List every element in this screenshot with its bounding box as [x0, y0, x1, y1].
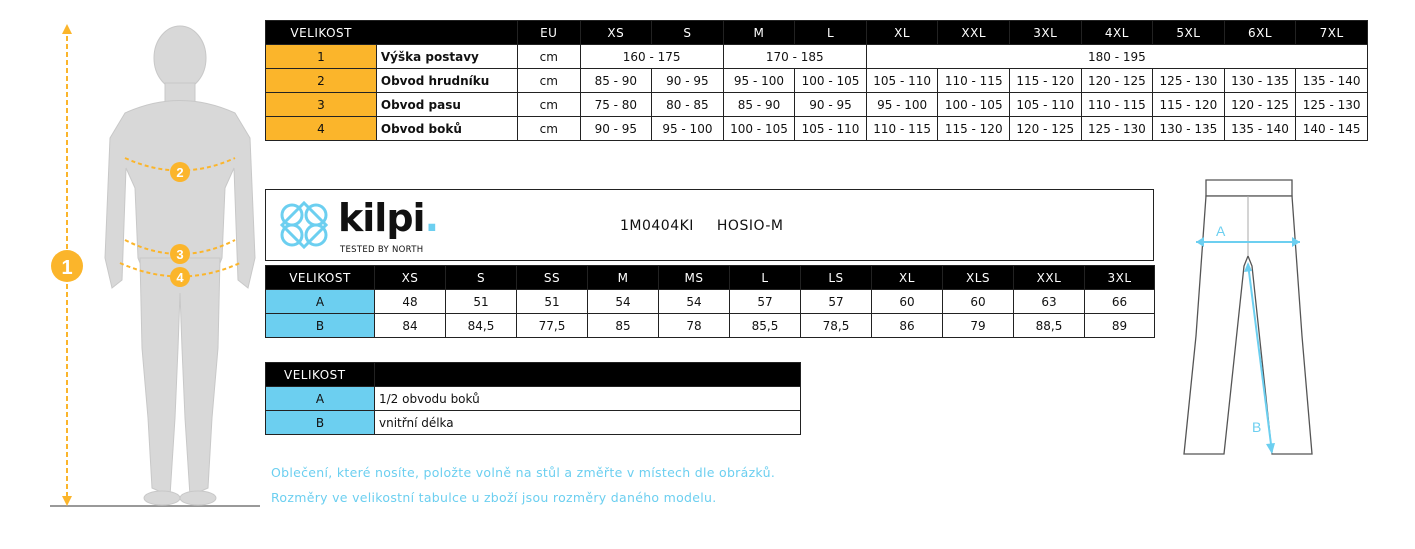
row-label: Obvod hrudníku: [376, 69, 517, 93]
table-cell: 57: [730, 290, 801, 314]
header-size: L: [730, 266, 801, 290]
table-cell: 90 - 95: [652, 69, 724, 93]
row-number: 2: [266, 69, 377, 93]
note-line-2: Rozměry ve velikostní tabulce u zboží jsou rozměry daného modelu.: [271, 490, 717, 505]
table-cell: 170 - 185: [723, 45, 866, 69]
header-size: 3XL: [1010, 21, 1082, 45]
table-cell: 130 - 135: [1224, 69, 1296, 93]
table-cell: 100 - 105: [795, 69, 867, 93]
table-cell: 125 - 130: [1153, 69, 1225, 93]
table-cell: 88,5: [1014, 314, 1085, 338]
header-size: L: [795, 21, 867, 45]
header-size: 5XL: [1153, 21, 1225, 45]
header-velikost: VELIKOST: [266, 21, 377, 45]
table-cell: 85,5: [730, 314, 801, 338]
table-cell: 130 - 135: [1153, 117, 1225, 141]
table-cell: 120 - 125: [1010, 117, 1082, 141]
table-cell: 85 - 90: [723, 93, 795, 117]
header-size: XL: [872, 266, 943, 290]
row-unit: cm: [518, 117, 581, 141]
table-cell: 180 - 195: [866, 45, 1367, 69]
header-velikost: VELIKOST: [266, 363, 375, 387]
table-cell: 115 - 120: [1010, 69, 1082, 93]
table-cell: 105 - 110: [1010, 93, 1082, 117]
marker-3-text: 3: [176, 247, 184, 262]
header-size: 7XL: [1296, 21, 1368, 45]
table-cell: 89: [1085, 314, 1155, 338]
table-cell: 140 - 145: [1296, 117, 1368, 141]
table-row: [266, 411, 801, 435]
model-code: 1M0404KI: [620, 218, 694, 234]
table-cell: 115 - 120: [938, 117, 1010, 141]
header-size: XS: [580, 21, 652, 45]
row-label: Výška postavy: [376, 45, 517, 69]
table-cell: 75 - 80: [580, 93, 652, 117]
table-cell: 95 - 100: [866, 93, 938, 117]
table-cell: 135 - 140: [1296, 69, 1368, 93]
header-size: M: [588, 266, 659, 290]
row-label: Obvod boků: [376, 117, 517, 141]
header-size: XXL: [938, 21, 1010, 45]
row-label: A: [266, 387, 375, 411]
marker-4-text: 4: [176, 270, 184, 285]
table-cell: 80 - 85: [652, 93, 724, 117]
marker-2-text: 2: [176, 165, 184, 180]
table-cell: 85: [588, 314, 659, 338]
size-chart-table: [265, 20, 1368, 141]
note-line-1: Oblečení, které nosíte, položte volně na stůl a změřte v místech dle obrázků.: [271, 465, 776, 480]
table-cell: 78,5: [801, 314, 872, 338]
header-velikost: VELIKOST: [266, 266, 375, 290]
row-unit: cm: [518, 45, 581, 69]
size-chart-header-row: [266, 21, 1368, 45]
header-size: XLS: [943, 266, 1014, 290]
table-row: [266, 93, 1368, 117]
table-cell: 120 - 125: [1081, 69, 1153, 93]
legend-text: vnitřní délka: [375, 411, 801, 435]
table-cell: 95 - 100: [723, 69, 795, 93]
row-label: Obvod pasu: [376, 93, 517, 117]
row-number: 3: [266, 93, 377, 117]
table-cell: 60: [872, 290, 943, 314]
header-size: LS: [801, 266, 872, 290]
table-cell: 84,5: [446, 314, 517, 338]
table-cell: 57: [801, 290, 872, 314]
header-size: MS: [659, 266, 730, 290]
row-number: 4: [266, 117, 377, 141]
table-cell: 79: [943, 314, 1014, 338]
table-cell: 110 - 115: [866, 117, 938, 141]
row-label: A: [266, 290, 375, 314]
table-cell: 90 - 95: [580, 117, 652, 141]
table-row: [266, 314, 1155, 338]
table-cell: 60: [943, 290, 1014, 314]
table-cell: 100 - 105: [938, 93, 1010, 117]
brand-tagline: TESTED BY NORTH: [340, 245, 424, 255]
table-cell: 48: [375, 290, 446, 314]
row-label: B: [266, 411, 375, 435]
header-size: 6XL: [1224, 21, 1296, 45]
row-number: 1: [266, 45, 377, 69]
header-size: S: [446, 266, 517, 290]
table-cell: 51: [517, 290, 588, 314]
table-cell: 125 - 130: [1081, 117, 1153, 141]
measurement-legend-table: [265, 362, 801, 435]
table-cell: 77,5: [517, 314, 588, 338]
marker-1-text: 1: [61, 257, 73, 279]
table-cell: 95 - 100: [652, 117, 724, 141]
header-eu: EU: [518, 21, 581, 45]
table-cell: 78: [659, 314, 730, 338]
header-size: 4XL: [1081, 21, 1153, 45]
table-cell: 54: [588, 290, 659, 314]
table-cell: 51: [446, 290, 517, 314]
legend-header-row: [266, 363, 801, 387]
product-size-table: [265, 265, 1155, 338]
table-cell: 66: [1085, 290, 1155, 314]
kilpi-knot-icon: [272, 195, 336, 255]
table-row: [266, 117, 1368, 141]
table-row: [266, 69, 1368, 93]
table-cell: 100 - 105: [723, 117, 795, 141]
table-cell: 85 - 90: [580, 69, 652, 93]
header-blank: [375, 363, 801, 387]
pants-figure: [1180, 176, 1320, 461]
header-blank: [376, 21, 517, 45]
table-cell: 90 - 95: [795, 93, 867, 117]
table-cell: 115 - 120: [1153, 93, 1225, 117]
table-cell: 54: [659, 290, 730, 314]
header-size: XXL: [1014, 266, 1085, 290]
table-cell: 120 - 125: [1224, 93, 1296, 117]
marker-a-text: A: [1216, 223, 1226, 239]
product-table-header-row: [266, 266, 1155, 290]
brand-logo-wordmark: kilpi.: [338, 196, 438, 240]
header-size: SS: [517, 266, 588, 290]
table-cell: 105 - 110: [866, 69, 938, 93]
table-cell: 86: [872, 314, 943, 338]
row-label: B: [266, 314, 375, 338]
table-cell: 84: [375, 314, 446, 338]
model-info: [620, 218, 802, 234]
table-cell: 135 - 140: [1224, 117, 1296, 141]
header-size: M: [723, 21, 795, 45]
legend-text: 1/2 obvodu boků: [375, 387, 801, 411]
header-size: XL: [866, 21, 938, 45]
table-cell: 110 - 115: [1081, 93, 1153, 117]
table-row: [266, 290, 1155, 314]
table-cell: 110 - 115: [938, 69, 1010, 93]
header-size: S: [652, 21, 724, 45]
table-row: [266, 45, 1368, 69]
table-row: [266, 387, 801, 411]
table-cell: 125 - 130: [1296, 93, 1368, 117]
human-figure: [40, 18, 270, 513]
marker-b-text: B: [1252, 419, 1262, 435]
row-unit: cm: [518, 93, 581, 117]
table-cell: 63: [1014, 290, 1085, 314]
header-size: XS: [375, 266, 446, 290]
model-name: HOSIO-M: [716, 218, 784, 234]
table-cell: 105 - 110: [795, 117, 867, 141]
header-size: 3XL: [1085, 266, 1155, 290]
table-cell: 160 - 175: [580, 45, 723, 69]
row-unit: cm: [518, 69, 581, 93]
